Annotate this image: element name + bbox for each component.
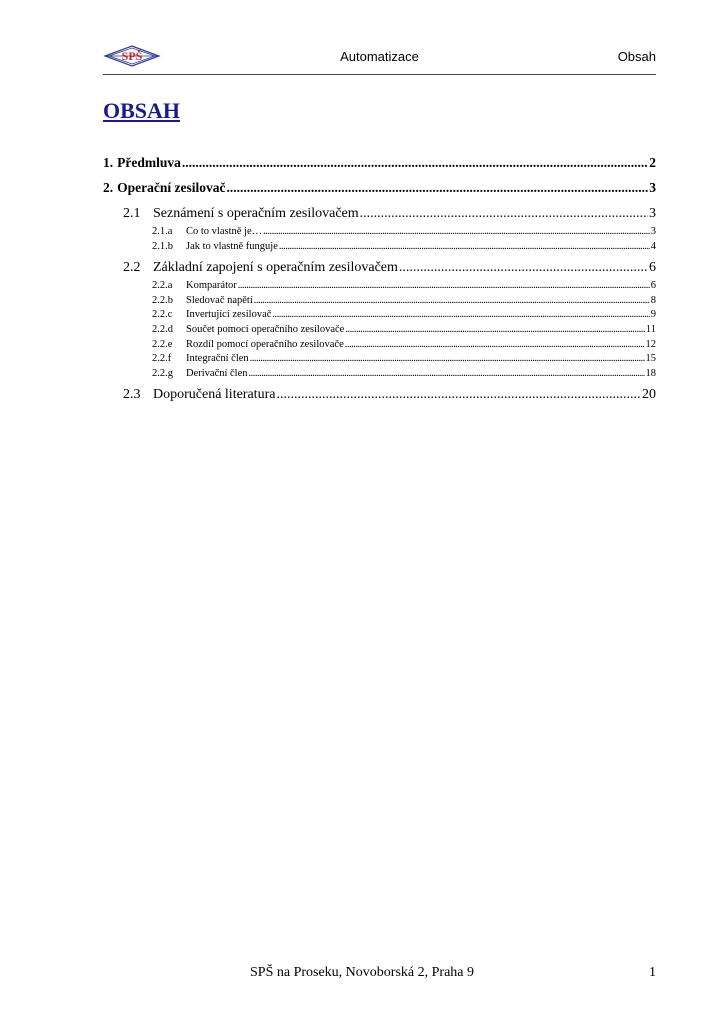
toc-entry[interactable] [103, 294, 656, 309]
toc-leader [360, 203, 648, 225]
toc-entry[interactable] [103, 367, 656, 382]
toc-leader [399, 257, 648, 279]
toc-leader [249, 367, 645, 382]
toc-entry[interactable] [103, 338, 656, 353]
toc-leader [250, 352, 645, 367]
page-title: OBSAH [103, 98, 181, 123]
toc-page: 6 [650, 280, 656, 292]
table-of-contents [103, 150, 656, 406]
toc-label: Rozdíl pomocí operačního zesilovače [186, 338, 344, 350]
toc-entry[interactable] [103, 175, 656, 200]
toc-leader [276, 384, 641, 406]
toc-page: 9 [650, 309, 656, 321]
toc-label: Integrační člen [186, 353, 249, 365]
toc-number: 2.2.b [152, 294, 173, 306]
toc-label: Seznámení s operačním zesilovačem [153, 206, 359, 221]
toc-entry[interactable] [103, 352, 656, 367]
toc-leader [226, 175, 648, 200]
toc-number: 2.2.f [152, 353, 172, 365]
toc-leader [263, 225, 650, 240]
toc-page: 20 [642, 387, 656, 403]
toc-entry[interactable] [103, 308, 656, 323]
toc-entry[interactable] [103, 240, 656, 255]
toc-number: 2.2.e [152, 338, 173, 350]
toc-label: Doporučená literatura [153, 387, 276, 403]
toc-page: 3 [649, 180, 656, 195]
toc-leader [272, 308, 649, 323]
toc-number: 1. [103, 155, 114, 170]
toc-label: Předmluva [117, 155, 181, 170]
toc-leader [279, 240, 650, 255]
toc-label: Jak to vlastně funguje [186, 240, 278, 252]
toc-label: Komparátor [186, 280, 237, 292]
toc-number: 2.2.g [152, 367, 173, 379]
toc-label: Základní zapojení s operačním zesilovačem [153, 260, 398, 276]
toc-page: 11 [645, 323, 656, 335]
toc-page: 12 [645, 338, 656, 350]
toc-number: 2.2 [123, 260, 141, 276]
toc-label: Sledovač napětí [186, 294, 253, 306]
toc-entry[interactable] [103, 279, 656, 294]
toc-entry[interactable] [103, 257, 656, 279]
toc-number: 2.1 [123, 206, 141, 221]
page-number: 1 [649, 965, 656, 980]
toc-label: Operační zesilovač [117, 180, 226, 195]
toc-leader [345, 323, 645, 338]
toc-leader [345, 338, 645, 353]
svg-text:SPŠ: SPŠ [121, 49, 143, 63]
toc-number: 2.2.a [152, 280, 173, 292]
footer-address: SPŠ na Proseku, Novoborská 2, Praha 9 [250, 965, 474, 980]
toc-label: Co to vlastně je… [186, 226, 263, 237]
toc-number: 2.1.a [152, 226, 173, 237]
toc-entry[interactable] [103, 150, 656, 175]
toc-number: 2.1.b [152, 240, 173, 252]
toc-page: 18 [645, 367, 656, 379]
toc-leader [182, 150, 648, 175]
page-header [103, 42, 656, 75]
toc-page: 3 [650, 226, 656, 237]
toc-entry[interactable] [103, 225, 656, 240]
toc-label: Invertující zesilovač [186, 309, 272, 321]
toc-entry[interactable] [103, 384, 656, 406]
toc-page: 4 [650, 240, 656, 252]
toc-number: 2.2.d [152, 323, 173, 335]
toc-number: 2. [103, 180, 114, 195]
toc-leader [238, 279, 650, 294]
toc-label: Derivační člen [186, 367, 248, 379]
toc-leader [254, 294, 650, 309]
header-title: Automatizace [340, 49, 419, 64]
toc-page: 3 [649, 206, 656, 221]
toc-entry[interactable] [103, 203, 656, 225]
toc-page: 8 [650, 294, 656, 306]
header-section: Obsah [617, 49, 656, 64]
toc-page: 6 [649, 260, 656, 276]
toc-label: Součet pomocí operačního zesilovače [186, 323, 345, 335]
toc-number: 2.2.c [152, 309, 173, 321]
toc-page: 2 [649, 155, 656, 170]
toc-entry[interactable] [103, 323, 656, 338]
toc-number: 2.3 [123, 387, 141, 403]
toc-page: 15 [645, 353, 656, 365]
